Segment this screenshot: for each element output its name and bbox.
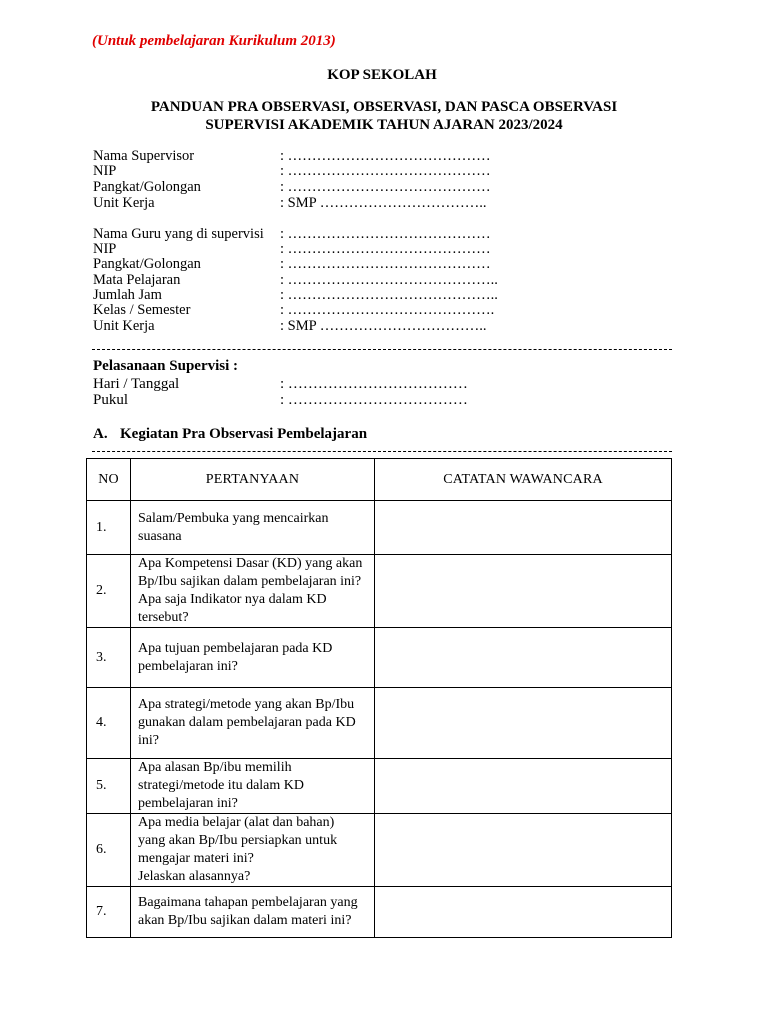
- field-label: Unit Kerja: [93, 318, 155, 334]
- field-label: Unit Kerja: [93, 195, 155, 211]
- field-value: : ………………………………: [280, 376, 468, 392]
- question-line: Apa Kompetensi Dasar (KD) yang akan: [138, 556, 363, 571]
- row-number: 4.: [87, 688, 131, 759]
- table-row: [87, 501, 672, 555]
- question-line: Apa strategi/metode yang akan Bp/Ibu: [138, 697, 355, 712]
- field-value: : ……………………………………..: [280, 287, 498, 303]
- row-catatan: [375, 628, 672, 688]
- row-catatan: [375, 688, 672, 759]
- row-catatan: [375, 887, 672, 938]
- row-number: 2.: [87, 555, 131, 628]
- section-letter: A.: [93, 426, 108, 442]
- question-line: Jelaskan alasannya?: [138, 869, 251, 884]
- question-line: pembelajaran ini?: [138, 658, 238, 674]
- question-line: gunakan dalam pembelajaran pada KD: [138, 715, 356, 730]
- dashed-divider: [92, 349, 672, 350]
- field-label: Nama Guru yang di supervisi: [93, 226, 264, 242]
- section-title: Kegiatan Pra Observasi Pembelajaran: [120, 426, 368, 442]
- kop-sekolah: KOP SEKOLAH: [327, 67, 437, 83]
- field-label: Mata Pelajaran: [93, 272, 181, 288]
- question-line: Apa alasan Bp/ibu memilih: [138, 760, 292, 775]
- field-label: Pangkat/Golongan: [93, 179, 201, 195]
- question-line: pembelajaran ini?: [138, 796, 238, 811]
- question-line: Bp/Ibu sajikan dalam pembelajaran ini?: [138, 574, 362, 589]
- question-line: Apa media belajar (alat dan bahan): [138, 815, 335, 830]
- question-line: Apa tujuan pembelajaran pada KD: [138, 640, 333, 656]
- field-value: : SMP ……………………………..: [280, 318, 487, 334]
- row-number: 1.: [87, 501, 131, 555]
- row-catatan: [375, 555, 672, 628]
- curriculum-note: (Untuk pembelajaran Kurikulum 2013): [92, 33, 336, 49]
- field-value: : ……………………………………: [280, 241, 491, 257]
- field-label: Kelas / Semester: [93, 302, 191, 318]
- dashed-divider: [92, 451, 672, 452]
- header-pertanyaan: PERTANYAAN: [131, 459, 375, 501]
- row-number: 7.: [87, 887, 131, 938]
- field-label: Jumlah Jam: [93, 287, 162, 303]
- field-value: : ……………………………………..: [280, 272, 498, 288]
- header-no: NO: [87, 459, 131, 501]
- question-line: Bagaimana tahapan pembelajaran yang: [138, 895, 358, 910]
- row-question: [131, 887, 375, 938]
- row-catatan: [375, 814, 672, 887]
- field-label: NIP: [93, 163, 117, 179]
- question-line: Apa saja Indikator nya dalam KD: [138, 592, 327, 607]
- table-row: [87, 688, 672, 759]
- field-value: : SMP ……………………………..: [280, 195, 487, 211]
- question-line: akan Bp/Ibu sajikan dalam materi ini?: [138, 913, 352, 928]
- field-value: : ……………………………………: [280, 163, 491, 179]
- field-value: : ……………………………………: [280, 179, 491, 195]
- table-row: [87, 555, 672, 628]
- field-label: Pangkat/Golongan: [93, 256, 201, 272]
- table-row: [87, 814, 672, 887]
- row-question: [131, 628, 375, 688]
- field-value: : …………………………………….: [280, 302, 495, 318]
- row-number: 6.: [87, 814, 131, 887]
- field-value: : ……………………………………: [280, 148, 491, 164]
- row-number: 3.: [87, 628, 131, 688]
- row-question: [131, 555, 375, 628]
- table-row: [87, 628, 672, 688]
- pelaksanaan-title: Pelasanaan Supervisi :: [93, 358, 239, 374]
- question-line: suasana: [138, 528, 182, 544]
- field-label: Nama Supervisor: [93, 148, 195, 164]
- section-a-heading: [93, 426, 367, 443]
- pra-observasi-table: [86, 458, 672, 938]
- row-question: [131, 814, 375, 887]
- question-line: ini?: [138, 733, 159, 748]
- header-catatan: CATATAN WAWANCARA: [375, 459, 672, 501]
- row-catatan: [375, 759, 672, 814]
- question-line: strategi/metode itu dalam KD: [138, 778, 305, 793]
- table-header-row: [87, 459, 672, 501]
- field-label: NIP: [93, 241, 117, 257]
- question-line: Salam/Pembuka yang mencairkan: [138, 510, 329, 526]
- question-line: tersebut?: [138, 610, 189, 625]
- row-question: [131, 501, 375, 555]
- table-row: [87, 887, 672, 938]
- table-row: [87, 759, 672, 814]
- document-title-line1: PANDUAN PRA OBSERVASI, OBSERVASI, DAN PASCA OBSERVASI: [150, 99, 618, 115]
- question-line: mengajar materi ini?: [138, 851, 254, 866]
- field-value: : ……………………………………: [280, 256, 491, 272]
- document-title-line2: SUPERVISI AKADEMIK TAHUN AJARAN 2023/2024: [205, 117, 563, 133]
- row-question: [131, 688, 375, 759]
- field-label: Hari / Tanggal: [93, 376, 180, 392]
- row-catatan: [375, 501, 672, 555]
- field-value: : ……………………………………: [280, 226, 491, 242]
- question-line: yang akan Bp/Ibu persiapkan untuk: [138, 833, 338, 848]
- row-number: 5.: [87, 759, 131, 814]
- row-question: [131, 759, 375, 814]
- field-label: Pukul: [93, 392, 129, 408]
- field-value: : ………………………………: [280, 392, 468, 408]
